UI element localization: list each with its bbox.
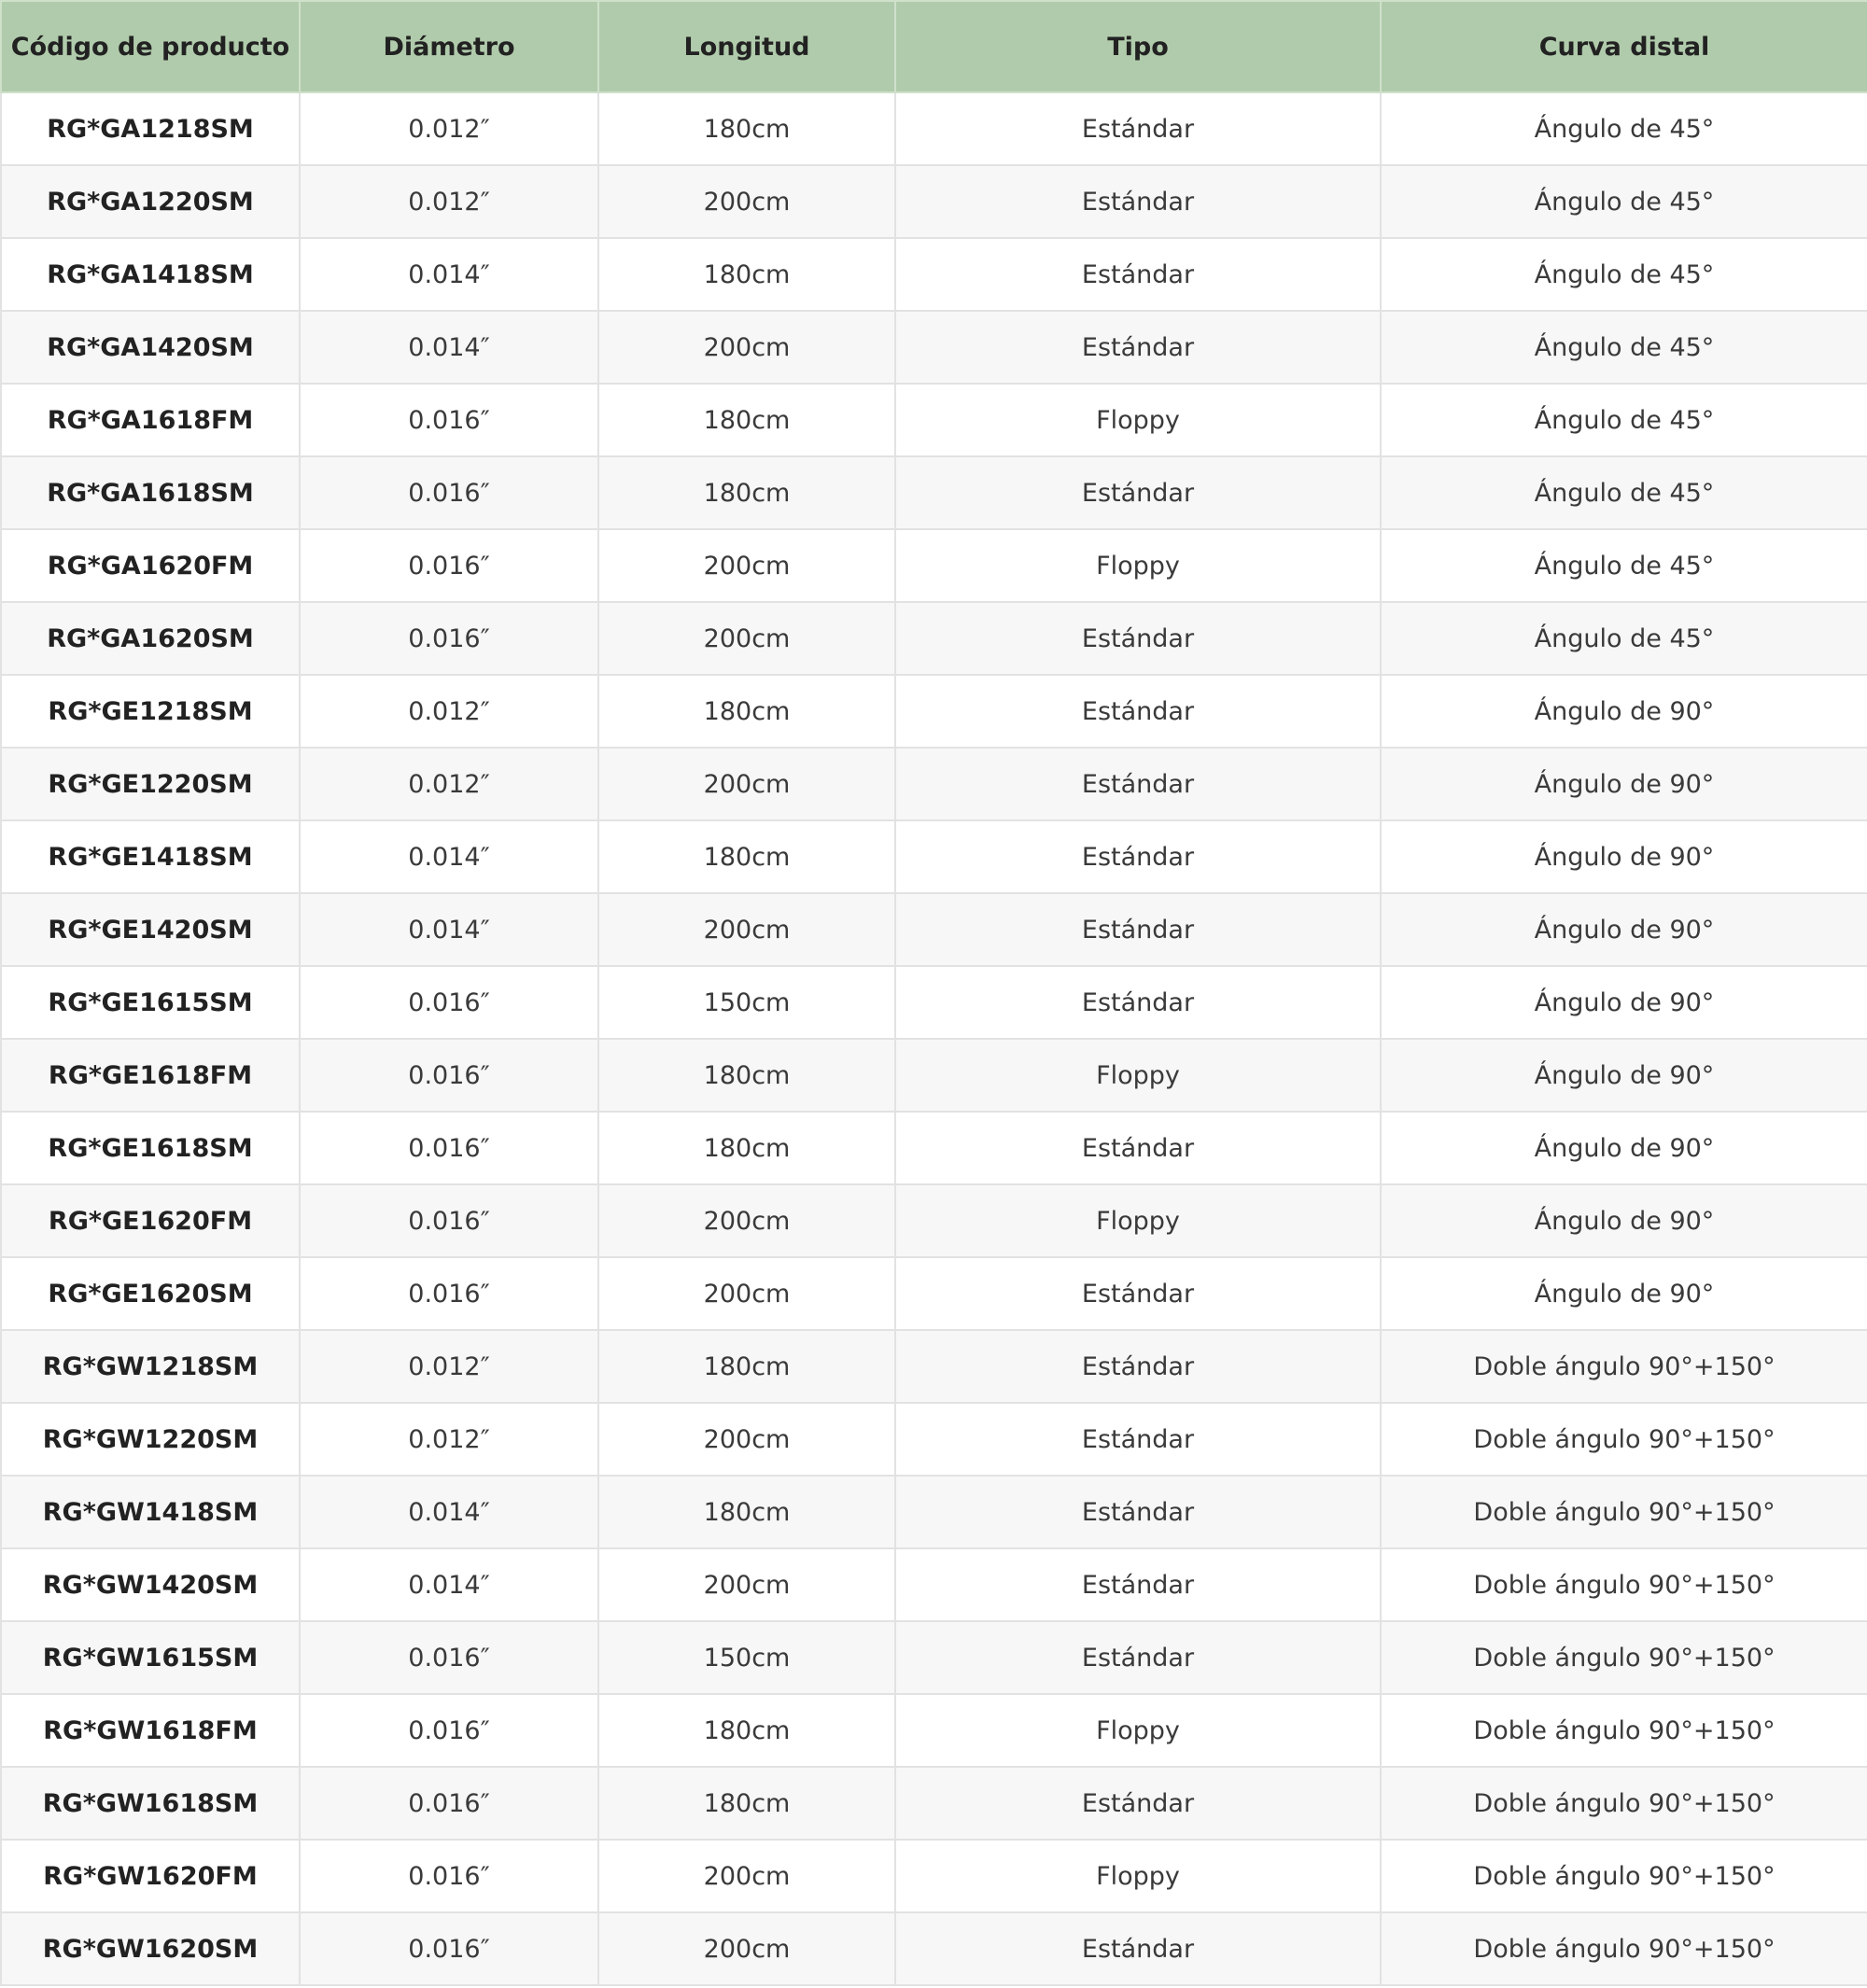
cell-length: 200cm [598,602,895,675]
cell-product-code: RG*GW1420SM [1,1548,300,1621]
cell-diameter: 0.016″ [300,1039,598,1112]
cell-type: Estándar [895,966,1381,1039]
table-row [1,893,1867,966]
cell-type: Estándar [895,1476,1381,1548]
header-length: Longitud [598,1,895,92]
cell-product-code: RG*GA1620SM [1,602,300,675]
table-row [1,1621,1867,1694]
cell-type: Estándar [895,820,1381,893]
cell-type: Floppy [895,1840,1381,1912]
cell-product-code: RG*GA1218SM [1,92,300,165]
table-row [1,529,1867,602]
cell-length: 180cm [598,1039,895,1112]
cell-distal-curve: Ángulo de 90° [1381,966,1867,1039]
cell-distal-curve: Ángulo de 90° [1381,1257,1867,1330]
table-row [1,456,1867,529]
header-type: Tipo [895,1,1381,92]
cell-distal-curve: Ángulo de 90° [1381,1184,1867,1257]
table-row [1,602,1867,675]
header-diameter: Diámetro [300,1,598,92]
cell-type: Floppy [895,1039,1381,1112]
cell-distal-curve: Ángulo de 90° [1381,675,1867,748]
cell-distal-curve: Ángulo de 45° [1381,165,1867,238]
cell-product-code: RG*GW1620SM [1,1912,300,1985]
cell-length: 200cm [598,529,895,602]
table-row [1,1548,1867,1621]
cell-distal-curve: Ángulo de 45° [1381,529,1867,602]
cell-product-code: RG*GW1618FM [1,1694,300,1767]
cell-type: Floppy [895,1184,1381,1257]
cell-type: Estándar [895,311,1381,384]
cell-diameter: 0.016″ [300,1257,598,1330]
cell-distal-curve: Ángulo de 45° [1381,311,1867,384]
cell-product-code: RG*GW1615SM [1,1621,300,1694]
table-row [1,92,1867,165]
cell-diameter: 0.012″ [300,1403,598,1476]
table-row [1,1694,1867,1767]
cell-type: Estándar [895,1112,1381,1184]
cell-length: 180cm [598,238,895,311]
cell-diameter: 0.016″ [300,966,598,1039]
table-row [1,165,1867,238]
cell-product-code: RG*GE1615SM [1,966,300,1039]
cell-length: 200cm [598,165,895,238]
cell-length: 200cm [598,1912,895,1985]
cell-distal-curve: Ángulo de 45° [1381,92,1867,165]
cell-diameter: 0.016″ [300,1184,598,1257]
cell-product-code: RG*GA1618FM [1,384,300,456]
header-product-code: Código de producto [1,1,300,92]
cell-diameter: 0.016″ [300,384,598,456]
cell-product-code: RG*GW1620FM [1,1840,300,1912]
table-row [1,1330,1867,1403]
cell-distal-curve: Doble ángulo 90°+150° [1381,1476,1867,1548]
cell-distal-curve: Ángulo de 90° [1381,748,1867,820]
cell-length: 180cm [598,1330,895,1403]
cell-type: Estándar [895,1912,1381,1985]
cell-diameter: 0.012″ [300,165,598,238]
table-row [1,311,1867,384]
table-row [1,1840,1867,1912]
cell-distal-curve: Ángulo de 90° [1381,1112,1867,1184]
cell-product-code: RG*GW1618SM [1,1767,300,1840]
cell-type: Estándar [895,893,1381,966]
cell-product-code: RG*GA1418SM [1,238,300,311]
table-row [1,1767,1867,1840]
cell-distal-curve: Doble ángulo 90°+150° [1381,1912,1867,1985]
table-row [1,820,1867,893]
cell-length: 180cm [598,1112,895,1184]
cell-diameter: 0.016″ [300,456,598,529]
table-row [1,238,1867,311]
header-distal-curve: Curva distal [1381,1,1867,92]
cell-diameter: 0.016″ [300,1621,598,1694]
cell-type: Floppy [895,529,1381,602]
cell-product-code: RG*GW1220SM [1,1403,300,1476]
cell-diameter: 0.014″ [300,311,598,384]
cell-type: Estándar [895,748,1381,820]
cell-diameter: 0.012″ [300,748,598,820]
cell-diameter: 0.014″ [300,893,598,966]
cell-type: Estándar [895,1403,1381,1476]
cell-type: Floppy [895,1694,1381,1767]
header-row [1,1,1867,92]
cell-distal-curve: Ángulo de 90° [1381,1039,1867,1112]
cell-diameter: 0.014″ [300,238,598,311]
cell-product-code: RG*GA1620FM [1,529,300,602]
cell-product-code: RG*GE1618SM [1,1112,300,1184]
cell-diameter: 0.016″ [300,529,598,602]
cell-product-code: RG*GE1218SM [1,675,300,748]
cell-distal-curve: Doble ángulo 90°+150° [1381,1330,1867,1403]
cell-diameter: 0.016″ [300,1912,598,1985]
cell-length: 180cm [598,1767,895,1840]
cell-distal-curve: Doble ángulo 90°+150° [1381,1548,1867,1621]
cell-type: Estándar [895,1548,1381,1621]
cell-length: 200cm [598,893,895,966]
cell-distal-curve: Ángulo de 45° [1381,238,1867,311]
cell-diameter: 0.016″ [300,1694,598,1767]
cell-length: 180cm [598,92,895,165]
table-body [1,92,1867,1985]
cell-length: 200cm [598,311,895,384]
cell-type: Estándar [895,1621,1381,1694]
cell-length: 200cm [598,748,895,820]
cell-product-code: RG*GW1418SM [1,1476,300,1548]
cell-length: 180cm [598,1476,895,1548]
cell-product-code: RG*GA1618SM [1,456,300,529]
cell-distal-curve: Doble ángulo 90°+150° [1381,1403,1867,1476]
cell-type: Estándar [895,1330,1381,1403]
cell-distal-curve: Ángulo de 45° [1381,384,1867,456]
cell-product-code: RG*GE1620FM [1,1184,300,1257]
cell-diameter: 0.016″ [300,1112,598,1184]
cell-product-code: RG*GA1420SM [1,311,300,384]
cell-product-code: RG*GW1218SM [1,1330,300,1403]
cell-length: 200cm [598,1548,895,1621]
cell-length: 180cm [598,675,895,748]
cell-length: 200cm [598,1184,895,1257]
cell-distal-curve: Ángulo de 45° [1381,602,1867,675]
cell-type: Estándar [895,675,1381,748]
cell-length: 200cm [598,1840,895,1912]
cell-type: Estándar [895,1257,1381,1330]
table-row [1,1112,1867,1184]
cell-length: 180cm [598,384,895,456]
table-row [1,1257,1867,1330]
cell-length: 200cm [598,1403,895,1476]
cell-distal-curve: Ángulo de 90° [1381,893,1867,966]
cell-type: Estándar [895,92,1381,165]
cell-product-code: RG*GE1620SM [1,1257,300,1330]
table-row [1,966,1867,1039]
cell-distal-curve: Ángulo de 45° [1381,456,1867,529]
cell-diameter: 0.016″ [300,1840,598,1912]
cell-product-code: RG*GA1220SM [1,165,300,238]
cell-length: 150cm [598,966,895,1039]
cell-type: Estándar [895,1767,1381,1840]
cell-diameter: 0.012″ [300,92,598,165]
cell-length: 180cm [598,456,895,529]
cell-product-code: RG*GE1618FM [1,1039,300,1112]
cell-length: 200cm [598,1257,895,1330]
cell-product-code: RG*GE1418SM [1,820,300,893]
table-row [1,1476,1867,1548]
cell-distal-curve: Ángulo de 90° [1381,820,1867,893]
cell-product-code: RG*GE1220SM [1,748,300,820]
cell-type: Estándar [895,238,1381,311]
cell-diameter: 0.016″ [300,1767,598,1840]
cell-length: 180cm [598,1694,895,1767]
cell-distal-curve: Doble ángulo 90°+150° [1381,1767,1867,1840]
cell-diameter: 0.012″ [300,675,598,748]
table-row [1,384,1867,456]
cell-diameter: 0.016″ [300,602,598,675]
cell-distal-curve: Doble ángulo 90°+150° [1381,1694,1867,1767]
cell-type: Estándar [895,602,1381,675]
cell-distal-curve: Doble ángulo 90°+150° [1381,1621,1867,1694]
table-row [1,1403,1867,1476]
table-header [1,1,1867,92]
cell-distal-curve: Doble ángulo 90°+150° [1381,1840,1867,1912]
cell-diameter: 0.014″ [300,1476,598,1548]
cell-type: Floppy [895,384,1381,456]
table-row [1,1184,1867,1257]
cell-product-code: RG*GE1420SM [1,893,300,966]
cell-type: Estándar [895,456,1381,529]
table-row [1,1912,1867,1985]
cell-diameter: 0.014″ [300,1548,598,1621]
cell-length: 150cm [598,1621,895,1694]
cell-type: Estándar [895,165,1381,238]
table-row [1,748,1867,820]
cell-diameter: 0.012″ [300,1330,598,1403]
table-row [1,1039,1867,1112]
cell-length: 180cm [598,820,895,893]
table-row [1,675,1867,748]
cell-diameter: 0.014″ [300,820,598,893]
